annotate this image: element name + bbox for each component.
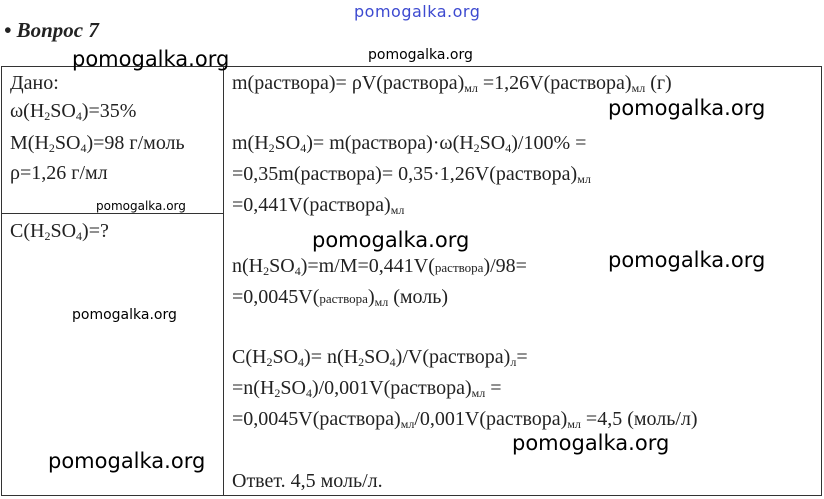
solution-line-9: $=0,0045V(раствора)_{мл}/0,001V(раствора)_{мл} =4,5$ (моль/л) [232,408,698,431]
table-column-divider [223,66,224,496]
site-watermark-top: pomogalka.org [354,2,481,21]
watermark: pomogalka.org [312,228,470,252]
answer-line: Ответ. 4,5 моль/л. [232,470,383,492]
solution-line-5: $n(H_2SO_4)=m/M=0,441V(раствора)/98=$ [232,255,527,278]
solution-line-2: $m(H_2SO_4)=$ $m(раствора)\cdot\omega(H_2SO_4)/100\%$ = [232,132,587,155]
solution-line-3: =0,35m(раствора)= $0,35\cdot 1,26V(раствора)_{мл}$ [232,163,591,186]
solution-line-4: $=0,441V(раствора)_{мл}$ [232,194,405,217]
watermark: pomogalka.org [512,431,670,455]
question-title: • Вопрос 7 [4,18,99,42]
given-label: Дано: [10,72,59,94]
watermark: pomogalka.org [96,199,186,213]
given-omega: $\omega(H_2SO_4)=35\%$ [10,100,137,123]
solution-line-6: $=0,0045V(раствора)_{мл}$ (моль) [232,286,449,309]
given-molar-mass: $M(H_2SO_4)=98$ г/моль [10,132,185,155]
watermark: pomogalka.org [608,248,766,272]
given-density: ρ=1,26 г/мл [10,162,108,184]
watermark: pomogalka.org [72,47,230,71]
watermark: pomogalka.org [72,307,177,323]
watermark: pomogalka.org [48,449,206,473]
table-row-divider [1,213,223,214]
solution-line-8: $=n(H_2SO_4)/0,001V(раствора)_{мл}$ = [232,377,502,400]
watermark: pomogalka.org [368,47,473,63]
find-concentration: $C(H_2SO_4)=$? [10,220,109,243]
solution-line-7: $C(H_2SO_4)=$ $n(H_2SO_4)/V(раствора)_л=$ [232,346,528,369]
watermark: pomogalka.org [608,96,766,120]
solution-line-1: m(раствора)= $\rho V(раствора)_{мл}$ $=1,26V(раствора)_{мл}$ (г) [232,72,672,95]
